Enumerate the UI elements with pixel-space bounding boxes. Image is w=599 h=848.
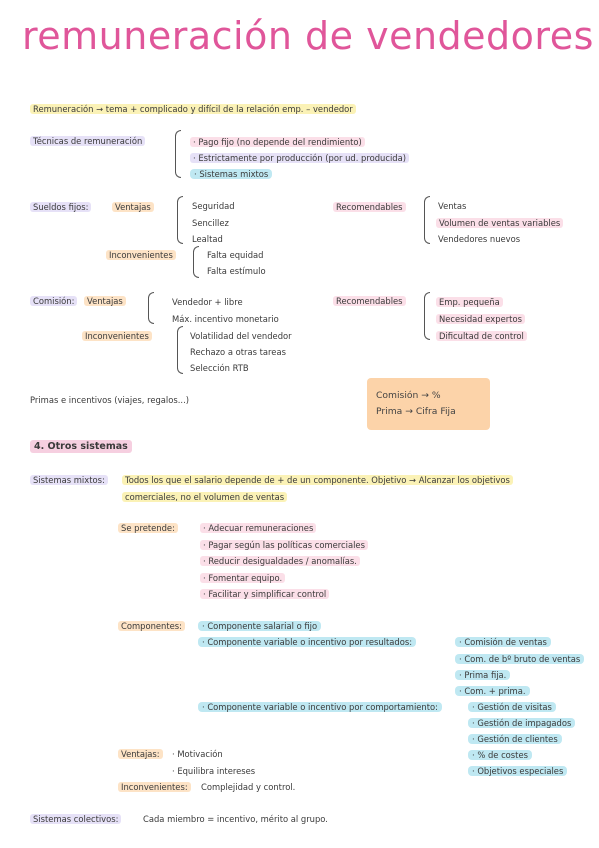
comision-inconv-3: Selección RTB [190, 363, 249, 373]
mixtos-ventajas-label: Ventajas: [118, 749, 163, 759]
comision-recomendables-label: Recomendables [333, 296, 406, 306]
componente-2: · Componente variable o incentivo por resultados: [198, 637, 416, 647]
mixtos-ventaja-1: · Motivación [172, 749, 223, 759]
pretende-item-3: · Reducir desigualdades / anomalías. [200, 556, 360, 566]
comision-inconv-2: Rechazo a otras tareas [190, 347, 286, 357]
comision-recom-2: Necesidad expertos [436, 314, 525, 324]
mixtos-inconvenientes-label: Inconvenientes: [118, 782, 191, 792]
comision-label: Comisión: [30, 296, 77, 306]
comision-ventaja-2: Máx. incentivo monetario [172, 314, 279, 324]
sueldos-inconv-brace [193, 246, 199, 278]
componente-3: · Componente variable o incentivo por comportamiento: [198, 702, 442, 712]
mixtos-text-1: Todos los que el salario depende de + de un componente. Objetivo → Alcanzar los objetivos [122, 475, 513, 485]
sueldos-recom-3: Vendedores nuevos [438, 234, 521, 244]
sueldos-recom-1: Ventas [438, 201, 467, 211]
comision-inconv-1: Volatilidad del vendedor [190, 331, 292, 341]
note-line-2: Prima → Cifra Fija [376, 406, 456, 417]
sueldos-inconvenientes-label: Inconvenientes [106, 250, 176, 260]
otros-heading: 4. Otros sistemas [30, 441, 132, 452]
sueldos-inconv-1: Falta equidad [207, 250, 264, 260]
colectivos-text: Cada miembro = incentivo, mérito al grupo. [143, 814, 328, 824]
mixtos-label: Sistemas mixtos: [30, 475, 108, 485]
comision-recom-brace [424, 292, 430, 340]
tecnicas-item-1: · Pago fijo (no depende del rendimiento) [190, 137, 365, 147]
comp3-item-1: · Gestión de visitas [468, 702, 556, 712]
sueldos-label: Sueldos fijos: [30, 202, 91, 212]
sueldos-ventaja-1: Seguridad [192, 201, 235, 211]
comp3-item-4: · % de costes [468, 750, 532, 760]
tecnicas-label: Técnicas de remuneración [30, 136, 145, 146]
comision-recom-3: Dificultad de control [436, 331, 527, 341]
pretende-item-5: · Facilitar y simplificar control [200, 589, 329, 599]
sueldos-recom-2: Volumen de ventas variables [436, 218, 563, 228]
comp3-item-2: · Gestión de impagados [468, 718, 575, 728]
comp2-item-1: · Comisión de ventas [455, 637, 551, 647]
sueldos-ventajas-brace [177, 196, 183, 244]
componentes-label: Componentes: [118, 621, 185, 631]
intro-text: Remuneración → tema + complicado y difícil de la relación emp. – vendedor [30, 104, 356, 114]
primas-line: Primas e incentivos (viajes, regalos...) [30, 395, 189, 405]
mixtos-inconvenientes-text: Complejidad y control. [201, 782, 296, 792]
tecnicas-item-2: · Estrictamente por producción (por ud. producida) [190, 153, 409, 163]
comp3-item-3: · Gestión de clientes [468, 734, 562, 744]
comision-ventajas-brace [148, 292, 154, 324]
note-card [367, 378, 490, 430]
page-title: remuneración de vendedores [22, 14, 594, 58]
comision-inconvenientes-label: Inconvenientes [82, 331, 152, 341]
comp2-item-2: · Com. de bº bruto de ventas [455, 654, 584, 664]
mixtos-ventaja-2: · Equilibra intereses [172, 766, 256, 776]
comision-ventajas-label: Ventajas [84, 296, 126, 306]
mixtos-text-2: comerciales, no el volumen de ventas [122, 492, 287, 502]
sueldos-inconv-2: Falta estímulo [207, 266, 266, 276]
sueldos-recom-brace [424, 196, 430, 244]
tecnicas-item-3: · Sistemas mixtos [190, 169, 272, 179]
comision-recom-1: Emp. pequeña [436, 297, 503, 307]
intro-line [30, 104, 356, 114]
comp2-item-4: · Com. + prima. [455, 686, 530, 696]
comp2-item-3: · Prima fija. [455, 670, 510, 680]
pretende-item-2: · Pagar según las políticas comerciales [200, 540, 368, 550]
componente-1: · Componente salarial o fijo [198, 621, 321, 631]
comision-inconv-brace [177, 326, 183, 374]
pretende-item-4: · Fomentar equipo. [200, 573, 285, 583]
pretende-label: Se pretende: [118, 523, 178, 533]
tecnicas-brace [175, 130, 181, 178]
colectivos-label: Sistemas colectivos: [30, 814, 121, 824]
pretende-item-1: · Adecuar remuneraciones [200, 523, 316, 533]
sueldos-ventajas-label: Ventajas [112, 202, 154, 212]
comp3-item-5: · Objetivos especiales [468, 766, 567, 776]
comision-ventaja-1: Vendedor + libre [172, 297, 243, 307]
note-line-1: Comisión → % [376, 390, 441, 401]
sueldos-recomendables-label: Recomendables [333, 202, 406, 212]
sueldos-ventaja-3: Lealtad [192, 234, 223, 244]
sueldos-ventaja-2: Sencillez [192, 218, 229, 228]
